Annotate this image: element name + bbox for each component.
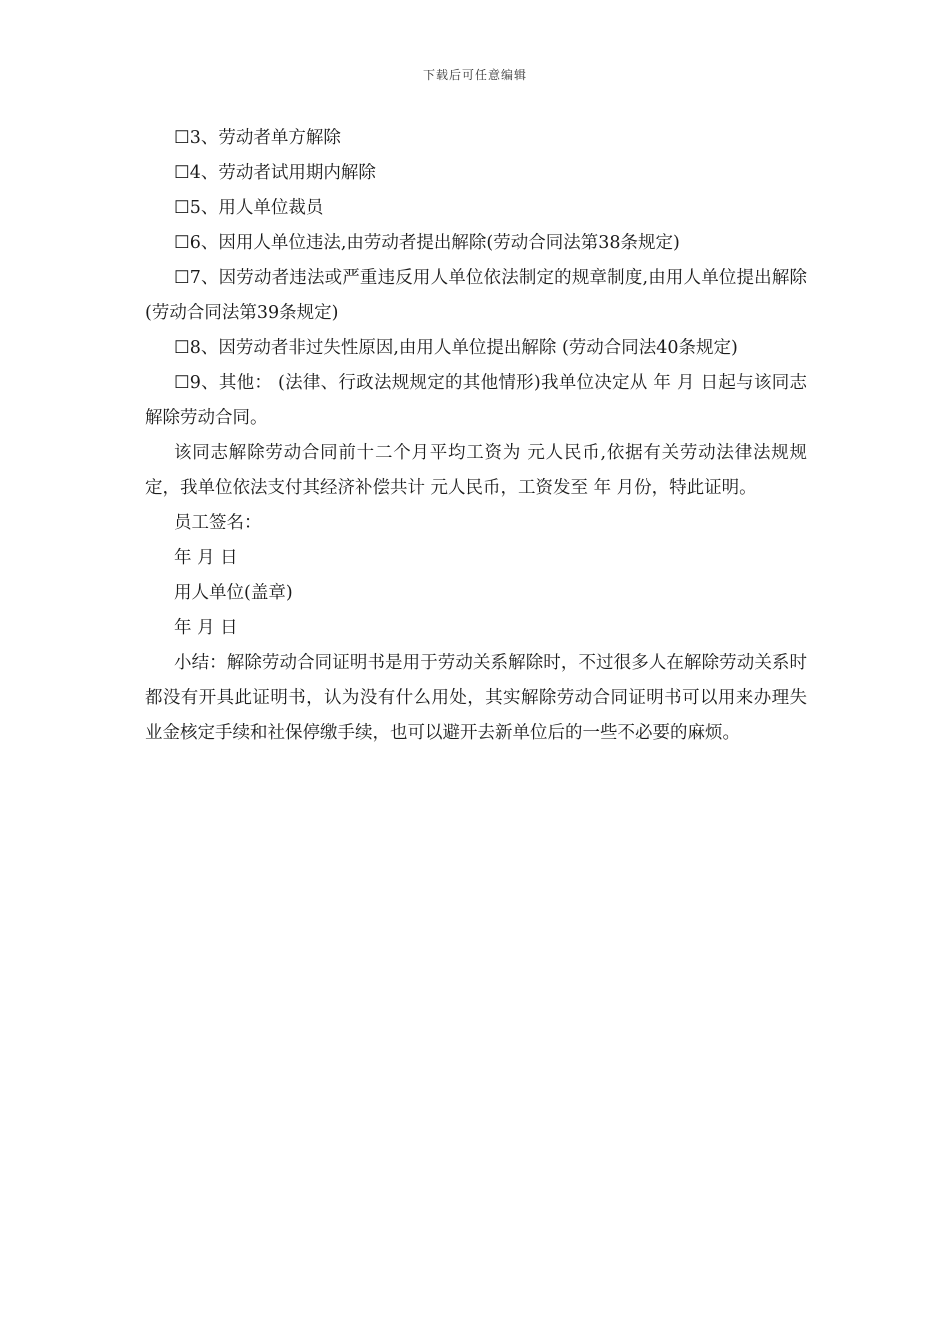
option-item-9: ☐9、其他： (法律、行政法规规定的其他情形)我单位决定从 年 月 日起与该同志解除劳动合同。	[145, 373, 807, 428]
option-item-3: ☐3、劳动者单方解除	[174, 128, 341, 148]
page-header: 下载后可任意编辑	[422, 68, 527, 82]
option-item-4: ☐4、劳动者试用期内解除	[174, 163, 376, 183]
summary-paragraph: 小结：解除劳动合同证明书是用于劳动关系解除时，不过很多人在解除劳动关系时都没有开具此证明书，认为没有什么用处，其实解除劳动合同证明书可以用来办理失业金核定手续和社保停缴手续，也可以避开去新单位后的一些不必要的麻烦。	[145, 653, 807, 743]
option-item-6: ☐6、因用人单位违法,由劳动者提出解除(劳动合同法第38条规定)	[174, 233, 680, 253]
option-item-7: ☐7、因劳动者违法或严重违反用人单位依法制定的规章制度,由用人单位提出解除(劳动合同法第39条规定)	[145, 268, 807, 323]
option-item-5: ☐5、用人单位裁员	[174, 198, 324, 218]
compensation-paragraph: 该同志解除劳动合同前十二个月平均工资为 元人民币,依据有关劳动法律法规规定，我单位依法支付其经济补偿共计 元人民币，工资发至 年 月份，特此证明。	[145, 443, 807, 498]
employee-signature-label: 员工签名：	[174, 513, 262, 533]
option-item-8: ☐8、因劳动者非过失性原因,由用人单位提出解除 (劳动合同法40条规定)	[174, 338, 738, 358]
document-body	[145, 121, 807, 751]
employer-seal-date: 年 月 日	[174, 618, 238, 638]
employee-signature-date: 年 月 日	[174, 548, 238, 568]
employer-seal-label: 用人单位(盖章)	[174, 583, 293, 603]
